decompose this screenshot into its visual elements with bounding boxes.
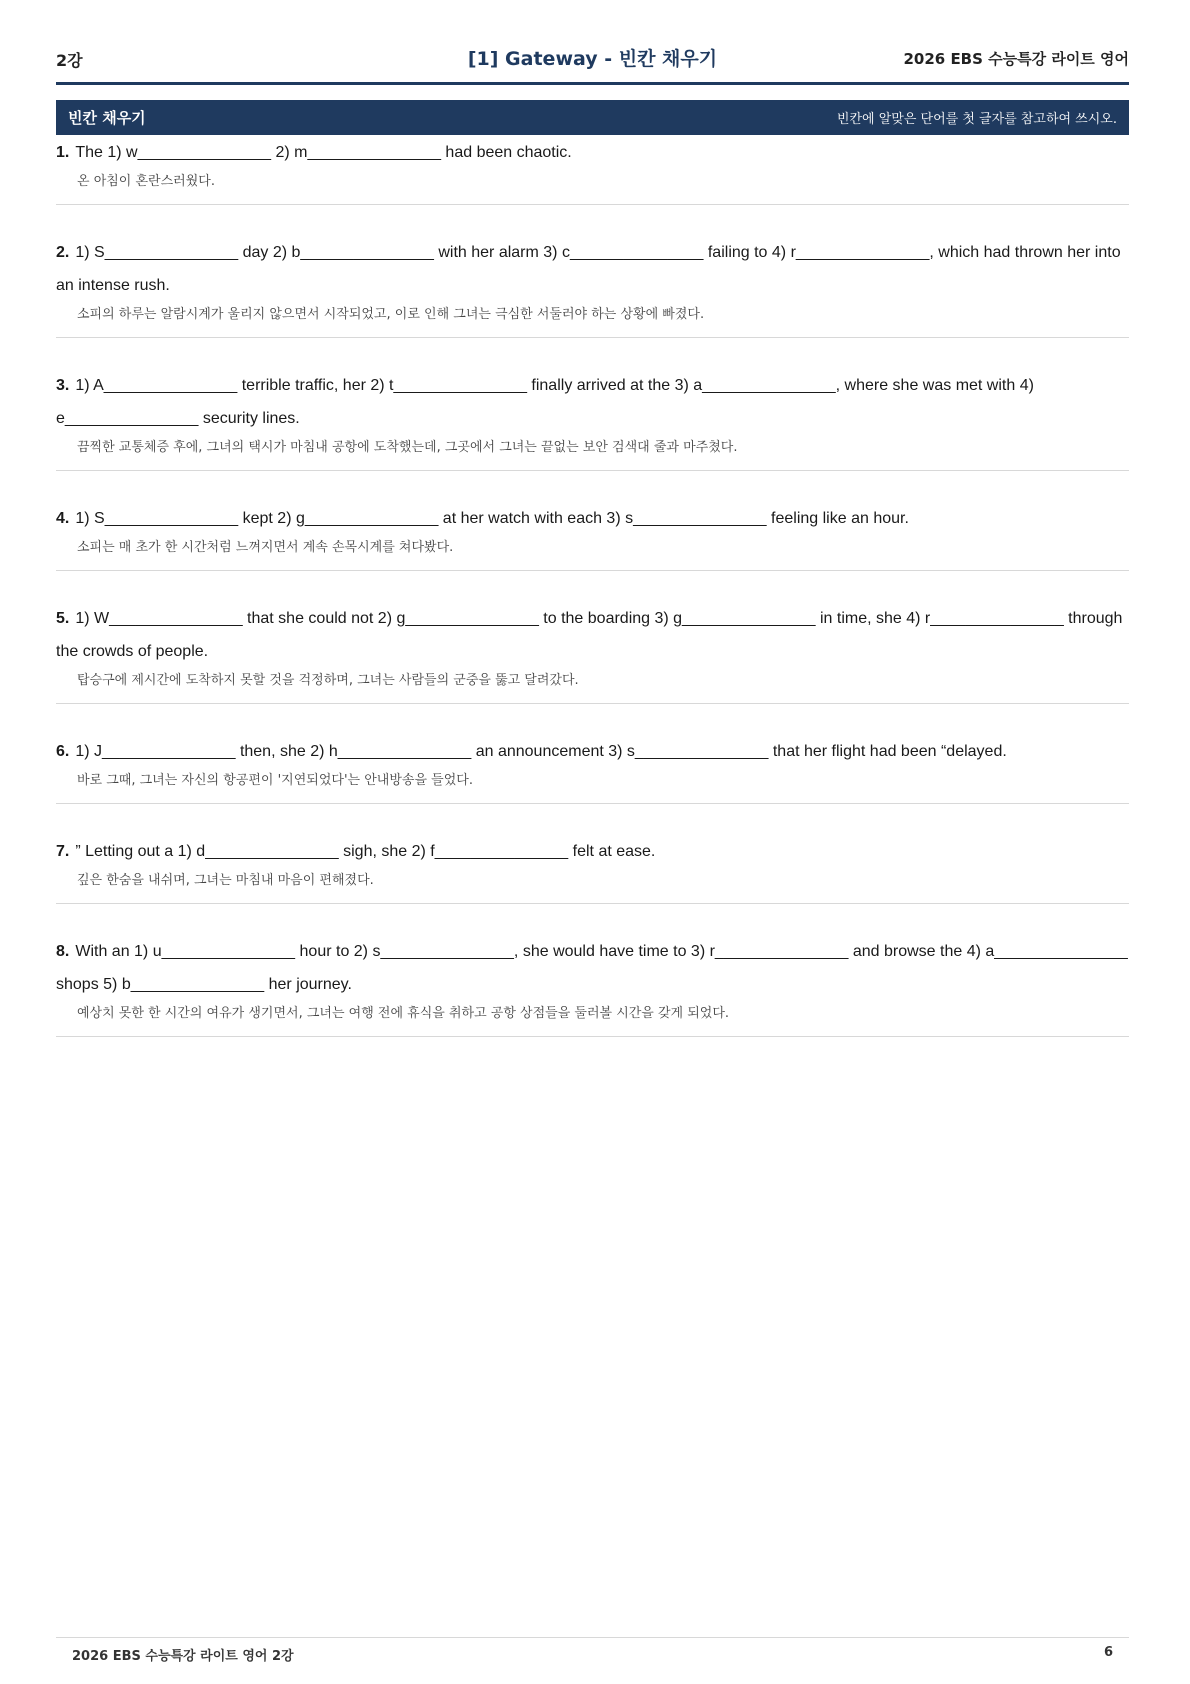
exercise-list [56, 136, 1129, 1037]
exercise-sentence [56, 136, 1129, 169]
item-number: 2. [56, 244, 70, 261]
exercise-sentence [56, 369, 1129, 435]
korean-translation: 바로 그때, 그녀는 자신의 항공편이 '지연되었다'는 안내방송을 들었다. [77, 773, 473, 788]
korean-translation: 소피는 매 초가 한 시간처럼 느껴지면서 계속 손목시계를 쳐다봤다. [77, 540, 454, 555]
item-number: 3. [56, 377, 70, 394]
item-number: 1. [56, 144, 70, 161]
exercise-item [56, 205, 1129, 338]
lesson-label: 2강 [56, 51, 83, 70]
korean-translation: 깊은 한숨을 내쉬며, 그녀는 마침내 마음이 편해졌다. [77, 873, 374, 888]
sentence-text: 1) S_______________ kept 2) g_______________ at her watch with each 3) s_______________ feeling like an hour. [75, 510, 909, 527]
exercise-sentence [56, 935, 1129, 1001]
exercise-item [56, 471, 1129, 571]
page-header [56, 44, 1129, 85]
page-number: 6 [1103, 1645, 1113, 1660]
exercise-sentence [56, 835, 1129, 868]
page-footer [56, 1637, 1129, 1668]
sentence-text: With an 1) u_______________ hour to 2) s_______________, she would have time to 3) r_______________ and browse the 4) a_______________ shops 5) b_______________ her journey. [56, 943, 1128, 993]
exercise-item [56, 704, 1129, 804]
sentence-text: The 1) w_______________ 2) m_______________ had been chaotic. [75, 144, 572, 161]
korean-translation: 온 아침이 혼란스러웠다. [77, 174, 215, 189]
sentence-text: 1) J_______________ then, she 2) h_______________ an announcement 3) s_______________ that her flight had been “delayed. [75, 743, 1007, 760]
sentence-text: ” Letting out a 1) d_______________ sigh, she 2) f_______________ felt at ease. [75, 843, 656, 860]
exercise-item [56, 571, 1129, 704]
korean-translation: 소피의 하루는 알람시계가 울리지 않으면서 시작되었고, 이로 인해 그녀는 극심한 서둘러야 하는 상황에 빠졌다. [77, 307, 705, 322]
item-number: 8. [56, 943, 70, 960]
section-title: 빈칸 채우기 [68, 109, 146, 127]
korean-translation: 예상치 못한 한 시간의 여유가 생기면서, 그녀는 여행 전에 휴식을 취하고 공항 상점들을 둘러볼 시간을 갖게 되었다. [77, 1006, 730, 1021]
exercise-item [56, 136, 1129, 205]
exercise-sentence [56, 502, 1129, 535]
exercise-sentence [56, 236, 1129, 302]
exercise-item [56, 338, 1129, 471]
sentence-text: 1) W_______________ that she could not 2) g_______________ to the boarding 3) g_______________ in time, she 4) r_______________ through the crowds of people. [56, 610, 1123, 660]
exercise-sentence [56, 735, 1129, 768]
page-title: [1] Gateway - 빈칸 채우기 [467, 48, 718, 70]
item-number: 7. [56, 843, 70, 860]
item-number: 5. [56, 610, 70, 627]
book-title: 2026 EBS 수능특강 라이트 영어 [903, 50, 1129, 68]
exercise-sentence [56, 602, 1129, 668]
sentence-text: 1) S_______________ day 2) b_______________ with her alarm 3) c_______________ failing to 4) r_______________, which had thrown her into an intense rush. [56, 244, 1121, 294]
section-instruction: 빈칸에 알맞은 단어를 첫 글자를 참고하여 쓰시오. [836, 112, 1117, 127]
footer-book-lesson: 2026 EBS 수능특강 라이트 영어 2강 [72, 1649, 294, 1664]
exercise-item [56, 804, 1129, 904]
sentence-text: 1) A_______________ terrible traffic, her 2) t_______________ finally arrived at the 3) a_______________, where she was met with 4) e_______________ security lines. [56, 377, 1034, 427]
exercise-item [56, 904, 1129, 1037]
korean-translation: 탑승구에 제시간에 도착하지 못할 것을 걱정하며, 그녀는 사람들의 군중을 뚫고 달려갔다. [77, 673, 579, 688]
item-number: 6. [56, 743, 70, 760]
korean-translation: 끔찍한 교통체증 후에, 그녀의 택시가 마침내 공항에 도착했는데, 그곳에서 그녀는 끝없는 보안 검색대 줄과 마주쳤다. [77, 440, 738, 455]
section-bar [56, 100, 1129, 135]
item-number: 4. [56, 510, 70, 527]
